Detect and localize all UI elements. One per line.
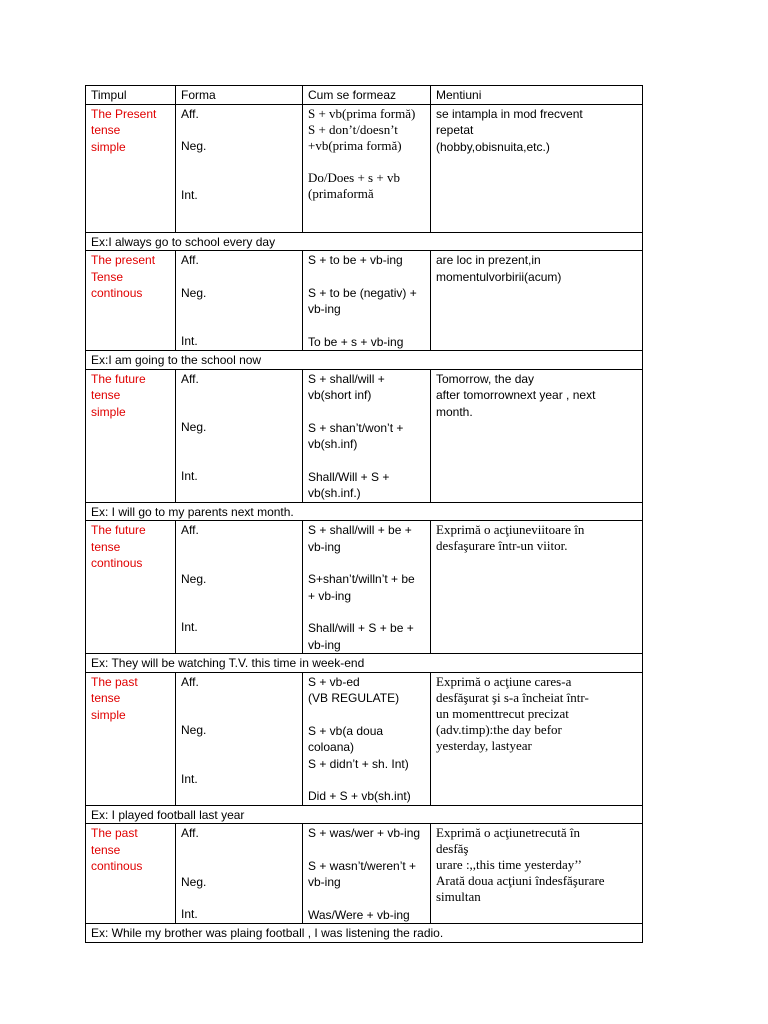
formula-line: +vb(prima formă)	[308, 137, 402, 153]
notes-line: month.	[436, 404, 473, 419]
spacer	[181, 387, 297, 403]
formula-line: S + don’t/doesn’t	[308, 121, 398, 137]
form-label-int: Int.	[181, 907, 198, 921]
formula-line: S + shall/will + be +	[308, 523, 412, 537]
header-mentiuni: Mentiuni	[431, 86, 643, 105]
formula-cell	[303, 251, 431, 351]
form-label-neg: Neg.	[181, 571, 207, 586]
tense-name-line: continous	[91, 556, 143, 570]
formula-line: S + was/wer + vb-ing	[308, 826, 421, 840]
formula-line: vb-ing	[308, 875, 341, 889]
formula-line	[308, 404, 425, 420]
example-text: Ex: They will be watching T.V. this time in week-end	[86, 654, 643, 673]
formula-line: Shall/Will + S +	[308, 469, 390, 484]
example-text: Ex: I played football last year	[86, 805, 643, 824]
example-row	[86, 232, 643, 251]
notes-line: urare :,,this time yesterday’’	[436, 857, 582, 872]
tenses-table	[85, 85, 643, 943]
formula-line	[308, 555, 425, 571]
form-labels	[176, 369, 303, 502]
tense-row	[86, 521, 643, 654]
tense-name-line: The Present	[91, 106, 157, 121]
spacer	[181, 555, 297, 571]
spacer	[181, 122, 297, 138]
spacer	[181, 155, 297, 171]
formula-cell	[303, 104, 431, 232]
form-labels	[176, 824, 303, 924]
tense-name	[86, 251, 176, 351]
form-label-aff: Aff.	[181, 826, 199, 840]
spacer	[181, 301, 297, 317]
form-labels	[176, 521, 303, 654]
tense-name-line: tense	[91, 388, 121, 402]
tense-name-line: simple	[91, 707, 126, 722]
formula-line	[308, 154, 425, 170]
formula-line: vb(short inf)	[308, 388, 372, 402]
spacer	[181, 269, 297, 285]
formula-line: To be + s + vb-ing	[308, 334, 404, 349]
form-label-aff: Aff.	[181, 106, 199, 121]
tense-name	[86, 824, 176, 924]
tense-name-line: tense	[91, 539, 121, 554]
example-row	[86, 654, 643, 673]
formula-line	[308, 318, 425, 334]
header-timpul: Timpul	[86, 86, 176, 105]
tense-name	[86, 521, 176, 654]
formula-line: Do/Does + s + vb	[308, 169, 400, 185]
header-row	[86, 86, 643, 105]
example-row	[86, 351, 643, 370]
tense-name	[86, 104, 176, 232]
notes-line: Tomorrow, the day	[436, 371, 535, 386]
spacer	[181, 452, 297, 468]
formula-line: + vb-ing	[308, 588, 352, 603]
spacer	[181, 603, 297, 619]
form-label-neg: Neg.	[181, 139, 207, 153]
formula-line: S + vb(a doua coloana)	[308, 723, 384, 754]
formula-line: S + vb-ed	[308, 674, 360, 689]
formula-line: (primaformă	[308, 185, 374, 201]
notes-cell	[431, 521, 643, 654]
form-label-neg: Neg.	[181, 723, 207, 737]
notes-line: se intampla in mod frecvent	[436, 106, 583, 121]
tense-name-line: The past	[91, 674, 138, 689]
notes-cell	[431, 369, 643, 502]
tense-name-line: tense	[91, 123, 121, 137]
formula-cell	[303, 672, 431, 805]
notes-line: after tomorrownext year , next	[436, 388, 596, 402]
notes-line: Exprimă o acţiunetrecută în	[436, 825, 581, 840]
tense-name	[86, 369, 176, 502]
form-label-neg: Neg.	[181, 285, 207, 300]
notes-line: desfaşurare într-un viitor.	[436, 538, 568, 553]
formula-line: S + vb(prima formă)	[308, 105, 416, 121]
example-row	[86, 502, 643, 521]
tense-name-line: simple	[91, 404, 126, 419]
notes-cell	[431, 104, 643, 232]
form-label-neg: Neg.	[181, 420, 207, 434]
notes-line: repetat	[436, 123, 474, 137]
notes-line: (hobby,obisnuita,etc.)	[436, 139, 550, 154]
notes-line: Exprimă o acţiuneviitoare în	[436, 522, 585, 537]
tense-row	[86, 251, 643, 351]
form-label-neg: Neg.	[181, 874, 207, 889]
formula-line: vb(sh.inf.)	[308, 486, 361, 500]
notes-cell	[431, 251, 643, 351]
tense-name-line: tense	[91, 842, 121, 857]
example-text: Ex:I am going to the school now	[86, 351, 643, 370]
notes-line: un momenttrecut precizat	[436, 705, 569, 721]
form-label-int: Int.	[181, 334, 198, 348]
form-label-aff: Aff.	[181, 371, 199, 386]
tense-name-line: The future	[91, 371, 146, 386]
header-cum-se-formeaza: Cum se formeaz	[303, 86, 431, 105]
form-label-int: Int.	[181, 620, 198, 634]
example-text: Ex: I will go to my parents next month.	[86, 502, 643, 521]
formula-line: vb-ing	[308, 302, 341, 316]
formula-line: S+shan’t/willn’t + be	[308, 572, 415, 586]
form-labels	[176, 672, 303, 805]
spacer	[181, 403, 297, 419]
formula-line: S + wasn’t/weren’t +	[308, 858, 417, 873]
formula-line	[308, 604, 425, 620]
spacer	[181, 539, 297, 555]
example-text: Ex: While my brother was plaing football , I was listening the radio.	[86, 924, 643, 943]
notes-line: yesterday, lastyear	[436, 737, 532, 753]
formula-cell	[303, 521, 431, 654]
formula-line: Was/Were + vb-ing	[308, 907, 410, 922]
spacer	[181, 317, 297, 333]
spacer	[181, 706, 297, 722]
notes-line: Exprimă o acţiune cares-a	[436, 673, 572, 689]
tense-name	[86, 672, 176, 805]
notes-cell	[431, 824, 643, 924]
spacer	[181, 739, 297, 755]
form-label-aff: Aff.	[181, 674, 199, 689]
formula-line: S + shan’t/won’t +	[308, 420, 404, 435]
tense-name-line: simple	[91, 139, 126, 154]
formula-line: Did + S + vb(sh.int)	[308, 789, 411, 803]
notes-line: desfăş	[436, 841, 469, 856]
example-row	[86, 924, 643, 943]
formula-line	[308, 842, 425, 858]
spacer	[181, 690, 297, 706]
form-label-aff: Aff.	[181, 523, 199, 537]
tense-name-line: The past	[91, 826, 138, 840]
formula-line: S + didn’t + sh. Int)	[308, 756, 409, 771]
form-label-int: Int.	[181, 468, 198, 483]
formula-line	[308, 269, 425, 285]
formula-line: (VB REGULATE)	[308, 691, 400, 705]
notes-line: (adv.timp):the day befor	[436, 721, 562, 737]
formula-line	[308, 891, 425, 907]
tense-row	[86, 824, 643, 924]
formula-line: S + to be + vb-ing	[308, 253, 403, 267]
formula-line	[308, 707, 425, 723]
tense-row	[86, 672, 643, 805]
notes-cell	[431, 672, 643, 805]
spacer	[181, 890, 297, 906]
formula-line: vb-ing	[308, 637, 341, 652]
tense-name-line: continous	[91, 859, 143, 873]
example-text: Ex:I always go to school every day	[86, 232, 643, 251]
spacer	[181, 755, 297, 771]
formula-line: S + to be (negativ) +	[308, 285, 417, 300]
notes-line: simultan	[436, 889, 481, 904]
notes-line: desfăşurat şi s-a încheiat într-	[436, 689, 589, 705]
form-labels	[176, 104, 303, 232]
tense-name-line: The future	[91, 523, 146, 537]
formula-cell	[303, 824, 431, 924]
spacer	[181, 436, 297, 452]
form-label-aff: Aff.	[181, 253, 199, 267]
tense-row	[86, 369, 643, 502]
formula-cell	[303, 369, 431, 502]
form-label-int: Int.	[181, 187, 198, 202]
tense-name-line: Tense	[91, 269, 124, 284]
formula-line	[308, 453, 425, 469]
formula-line	[308, 772, 425, 788]
tense-row	[86, 104, 643, 232]
header-forma: Forma	[176, 86, 303, 105]
notes-line: momentulvorbirii(acum)	[436, 269, 562, 284]
example-row	[86, 805, 643, 824]
spacer	[181, 858, 297, 874]
notes-line: Arată doua acţiuni îndesfăşurare	[436, 873, 605, 888]
formula-line: Shall/will + S + be +	[308, 621, 414, 635]
form-label-int: Int.	[181, 771, 198, 786]
notes-line: are loc in prezent,in	[436, 253, 541, 267]
tense-name-line: The present	[91, 253, 156, 267]
spacer	[181, 842, 297, 858]
formula-line: S + shall/will +	[308, 371, 385, 386]
formula-line: vb-ing	[308, 539, 341, 554]
spacer	[181, 171, 297, 187]
spacer	[181, 587, 297, 603]
tense-name-line: continous	[91, 286, 143, 300]
form-labels	[176, 251, 303, 351]
tense-name-line: tense	[91, 691, 121, 705]
formula-line: vb(sh.inf)	[308, 437, 358, 451]
